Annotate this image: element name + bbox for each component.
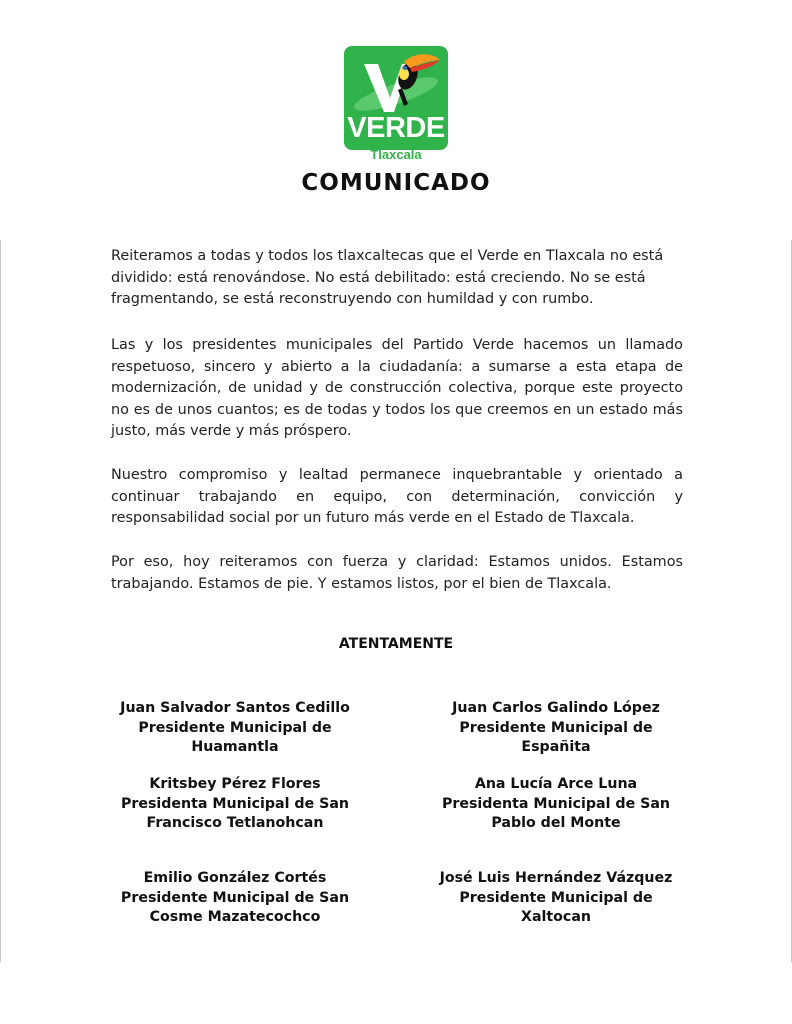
signatory-role: Presidenta Municipal de San (120, 795, 350, 812)
signatory-role: Presidente Municipal de (138, 719, 332, 736)
logo-badge (344, 46, 448, 150)
party-logo (344, 46, 448, 164)
signatory-role: Presidente Municipal de (459, 889, 653, 906)
document-title: COMUNICADO (301, 170, 491, 196)
signatory-municipality: Españita (521, 739, 591, 755)
signature-block (85, 699, 385, 758)
paragraph-4: Por eso, hoy reiteramos con fuerza y claridad: Estamos unidos. Estamos trabajando. Estamos de pie. Y estamos listos, por el bien de Tlaxcala. (111, 554, 683, 592)
logo-wordmark: VERDE (347, 112, 445, 144)
signatory-name: José Luis Hernández Vázquez (439, 870, 673, 886)
signatory-name: Ana Lucía Arce Luna (474, 776, 638, 792)
paragraph-1: Reiteramos a todas y todos los tlaxcaltecas que el Verde en Tlaxcala no está dividido: está renovándose. No está debilitado: está creciendo. No se está fragmentando, se está reconstruyendo con humildad y con rumbo. (111, 248, 664, 307)
closing-salutation: ATENTAMENTE (338, 636, 454, 652)
signatory-municipality: Xaltocan (521, 909, 591, 925)
signatory-municipality: Huamantla (191, 739, 279, 755)
signatory-name: Juan Carlos Galindo López (452, 700, 660, 716)
signature-block (85, 869, 385, 928)
logo-subtitle: Tlaxcala (370, 147, 422, 162)
signatory-name: Kritsbey Pérez Flores (149, 776, 321, 792)
signature-block (406, 775, 706, 834)
signature-block (85, 775, 385, 834)
paragraph-2: Las y los presidentes municipales del Partido Verde hacemos un llamado respetuoso, sincero y abierto a la ciudadanía: a sumarse a esta etapa de modernización, de unidad y de construcción colectiva, porque este proyecto no es de unos cuantos; es de todas y todos los que creemos en un estado más justo, más verde y más próspero. (111, 337, 683, 439)
paragraph-3: Nuestro compromiso y lealtad permanece inquebrantable y orientado a continuar trabajando en equipo, con determinación, convicción y responsabilidad social por un futuro más verde en el Estado de Tlaxcala. (111, 467, 683, 526)
signatory-role: Presidente Municipal de (459, 719, 653, 736)
signatory-role: Presidente Municipal de San (120, 889, 350, 906)
signatory-name: Juan Salvador Santos Cedillo (120, 700, 350, 716)
signature-block (406, 699, 706, 758)
signatory-role: Presidenta Municipal de San (441, 795, 671, 812)
signatory-municipality: Pablo del Monte (491, 815, 621, 831)
signatory-municipality: Cosme Mazatecochco (149, 909, 321, 925)
signatory-municipality: Francisco Tetlanohcan (146, 815, 324, 831)
signature-block (406, 869, 706, 928)
signatory-name: Emilio González Cortés (143, 870, 327, 886)
